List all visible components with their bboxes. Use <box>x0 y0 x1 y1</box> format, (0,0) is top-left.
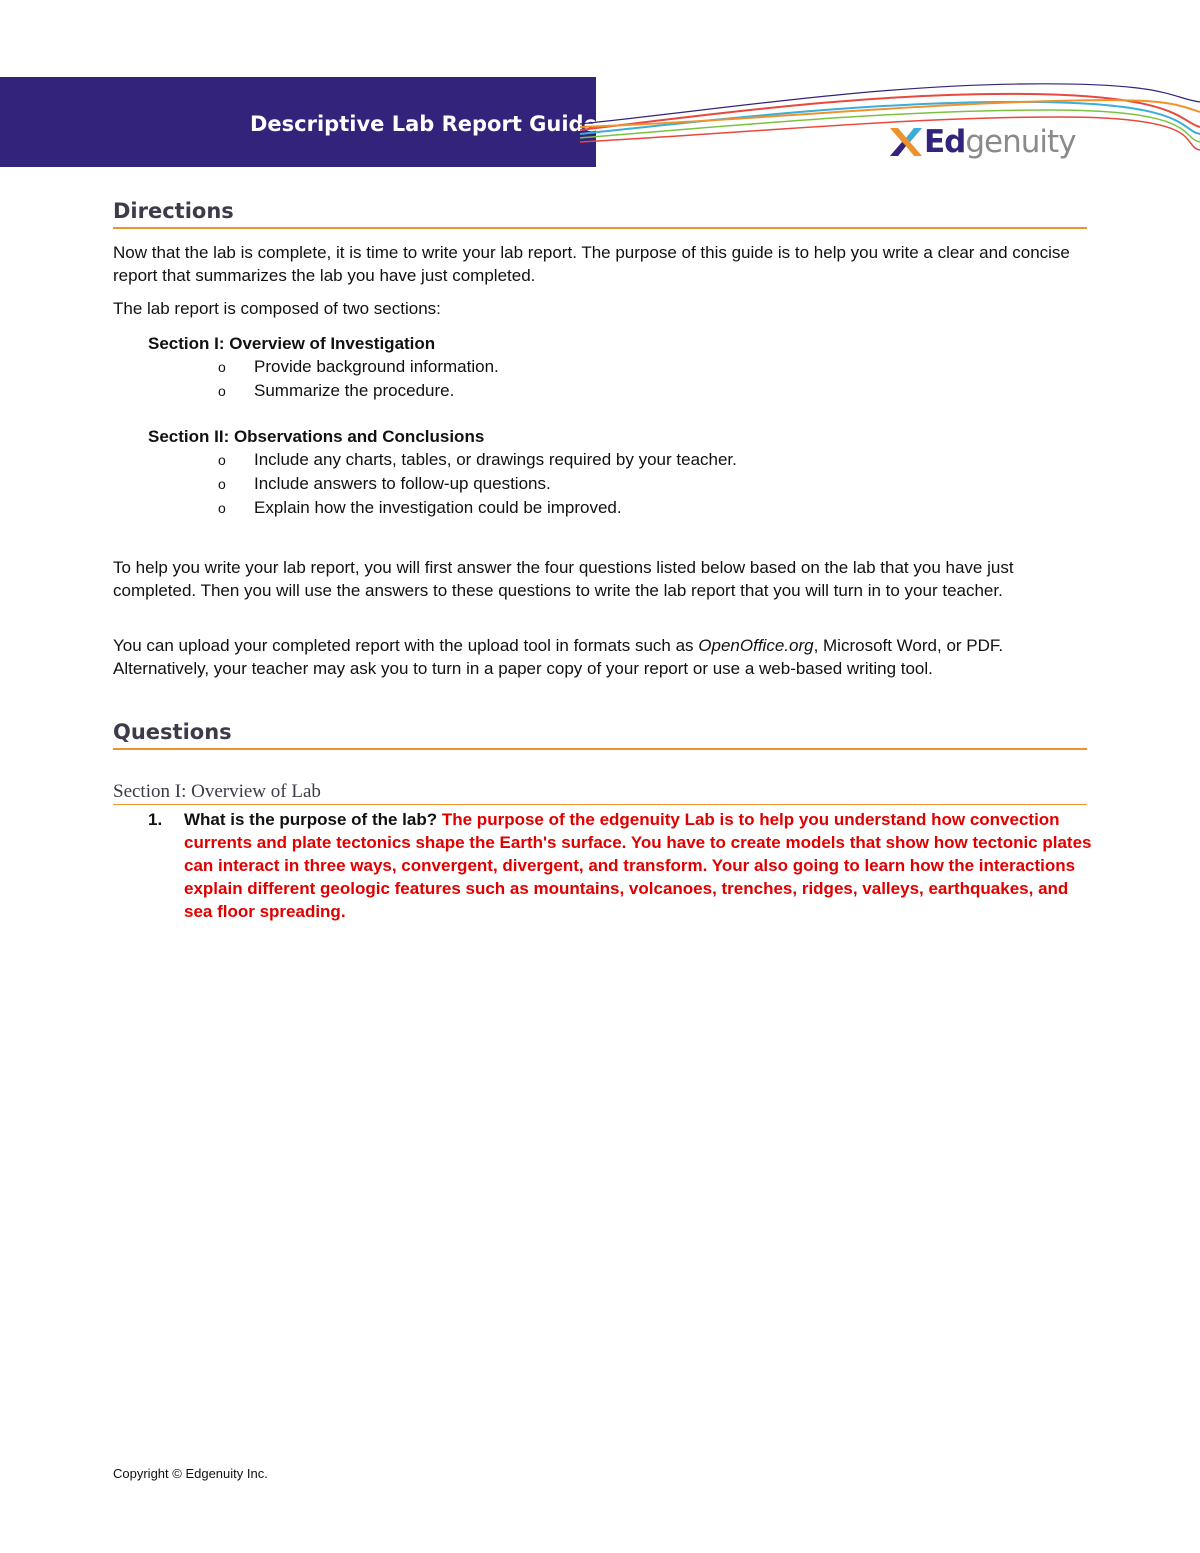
question-body <box>184 808 1093 923</box>
logo-genuity: genuity <box>965 124 1076 160</box>
logo-wordmark <box>924 124 1076 160</box>
question-item <box>148 808 1093 923</box>
edgenuity-logo <box>888 120 1076 164</box>
bullet-text: Include any charts, tables, or drawings required by your teacher. <box>254 450 737 469</box>
composed-text: The lab report is composed of two sections: <box>113 299 441 318</box>
upload-text-post: , Microsoft Word, or PDF. Alternatively, your teacher may ask you to turn in a paper copy of your report or use a web-based writing tool. <box>113 636 1004 678</box>
list-item <box>218 474 551 494</box>
bullet-mark: o <box>218 383 226 399</box>
question-text: What is the purpose of the lab? <box>184 810 438 829</box>
section-2-title: Section II: Observations and Conclusions <box>148 427 485 446</box>
list-item <box>218 450 737 470</box>
answer-text: The purpose of the edgenuity Lab is to help you understand how convection currents and plate tectonics shape the Earth's surface. You have to create models that show how tectonic plates can interact in three ways, convergent, divergent, and transform. Your also going to learn how the interactions explain different geologic features such as mountains, volcanoes, trenches, ridges, valleys, earthquakes, and sea floor spreading. <box>184 810 1092 921</box>
openoffice-italic: OpenOffice.org <box>698 636 814 655</box>
bullet-mark: o <box>218 476 226 492</box>
bullet-text: Provide background information. <box>254 357 499 376</box>
bullet-mark: o <box>218 452 226 468</box>
directions-heading: Directions <box>113 199 1087 229</box>
upload-text <box>113 635 1093 680</box>
copyright: Copyright © Edgenuity Inc. <box>113 1466 268 1481</box>
list-item <box>218 498 622 518</box>
bullet-text: Summarize the procedure. <box>254 381 455 400</box>
help-text: To help you write your lab report, you will first answer the four questions listed below based on the lab that you have just completed. Then you will use the answers to these questions to write the lab report that you will turn in to your teacher. <box>113 558 1014 600</box>
questions-heading: Questions <box>113 720 1087 750</box>
question-number: 1. <box>148 810 163 829</box>
bullet-mark: o <box>218 500 226 516</box>
section-1-title: Section I: Overview of Investigation <box>148 334 436 353</box>
list-item <box>218 357 499 377</box>
document-title: Descriptive Lab Report Guide <box>250 112 598 136</box>
directions-intro: Now that the lab is complete, it is time to write your lab report. The purpose of this guide is to help you write a clear and concise report that summarizes the lab you have just completed. <box>113 243 1070 285</box>
logo-ed: Ed <box>924 124 966 160</box>
bullet-text: Explain how the investigation could be improved. <box>254 498 622 517</box>
bullet-text: Include answers to follow-up questions. <box>254 474 551 493</box>
bullet-mark: o <box>218 359 226 375</box>
questions-section-title: Section I: Overview of Lab <box>113 781 1087 805</box>
list-item <box>218 381 454 401</box>
upload-text-pre: You can upload your completed report with the upload tool in formats such as <box>113 636 699 655</box>
edgenuity-x-icon <box>888 124 922 160</box>
